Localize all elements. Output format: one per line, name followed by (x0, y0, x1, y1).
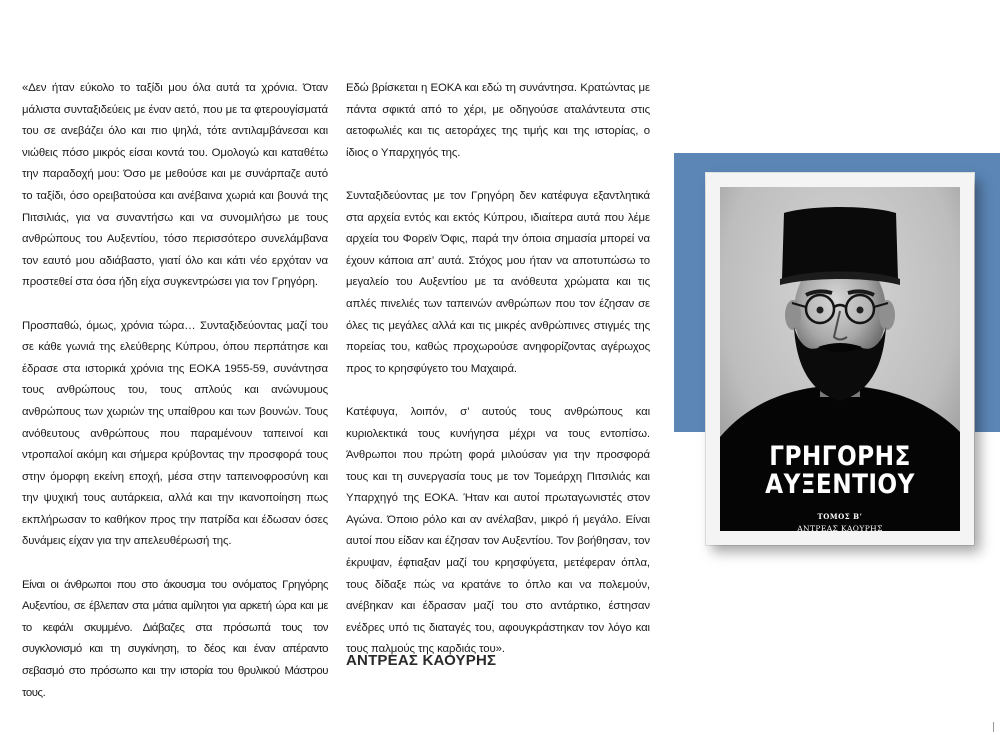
paragraph: Εδώ βρίσκεται η ΕΟΚΑ και εδώ τη συνάντησα. Κρατώντας με πάντα σφικτά από το χέρι, με οδηγούσε αταλάντευτα στις αετοφωλιές και τις αετοράχες της τιμής και της ιστορίας, ο ίδιος ο Υπαρχηγός της. (346, 82, 650, 159)
paragraph: «Δεν ήταν εύκολο το ταξίδι μου όλα αυτά τα χρόνια. Όταν μάλιστα συνταξιδεύεις με έναν αετό, που με τα φτερουγίσματά του σε ανεβάζει όλο και πιο ψηλά, τότε αντιλαμβάνεσαι και νιώθεις πόσο μικρός είσαι κοντά του. Ομολογώ και καταθέτω την παραδοχή μου: Όσο με μεθούσε και με συνάρπαζε αυτό το ταξίδι, όσο ορειβατούσα και ανέβαινα χωριά και βουνά της Πιτσιλιάς, για να συναντήσω και να συνομιλήσω με τους ανθρώπους του Αυξεντίου, τόσο περισσότερο συνελάμβανα τον εαυτό μου αδιάβαστο, γιατί όλο και κάτι νέο ερχόταν να προστεθεί στα όσα ήδη είχα συγκεντρώσει για τον Γρηγόρη. (22, 82, 328, 289)
book-author: ΑΝΤΡΕΑΣ ΚΑΟΥΡΗΣ (797, 524, 883, 531)
paragraph: Είναι οι άνθρωποι που στο άκουσμα του ονόματος Γρηγόρης Αυξεντίου, σε έβλεπαν στα μάτια αμίλητοι για αρκετή ώρα και με το κεφάλι σκυμμένο. Διάβαζες στα πρόσωπά τους τον συγκλονισμό και τη συγκίνηση, το δέος και έναν απέραντο σεβασμό στο πρόσωπο και την ιστορία του θρυλικού Μάστρου τους. (22, 578, 328, 699)
right-text-column (346, 78, 650, 683)
paragraph: Κατέφυγα, λοιπόν, σ’ αυτούς τους ανθρώπους και κυριολεκτικά τους κυνήγησα μέχρι να τους εντοπίσω. Άνθρωποι που πρώτη φορά μιλούσαν για την προσφορά τους και τη συνεργασία τους με τον Τομεάρχη Πιτσιλιάς και Υπαρχηγό της ΕΟΚΑ. Ήταν και αυτοί πρωταγωνιστές στον Αγώνα. Όποιο ρόλο και αν ανέλαβαν, μικρό ή μεγάλο. Είναι αυτοί που είδαν και έζησαν τον Αυξεντίου. Τον βοήθησαν, τον έκρυψαν, έφτιαξαν μαζί του κρησφύγετα, μετέφεραν όπλα, τους δίδαξε πώς να κρατάνε το όπλο και να πολεμούν, ανέβηκαν και έδρασαν μαζί του στο αντάρτικο, έστησαν ενέδρες υπό τις διαταγές του, αφουγκράστηκαν τον λόγο και τους παλμούς της καρδιάς του». (346, 405, 650, 656)
author-signature: ΑΝΤΡΕΑΣ ΚΑΟΥΡΗΣ (346, 652, 497, 669)
book-volume: ΤΟΜΟΣ Β’ (817, 512, 863, 521)
paragraph: Συνταξιδεύοντας με τον Γρηγόρη δεν κατέφυγα εξαντλητικά στα αρχεία εντός και εκτός Κύπρου, ιδιαίτερα αυτά που λέμε αρχεία του Φορεϊν Όφις, παρά την όποια σημασία μπορεί να έχουν κάποια απ’ αυτά. Στόχος μου ήταν να αποτυπώσω το μεγαλείο του Αυξεντίου με τα ανόθευτα χρώματα και τις απλές πινελιές των ταπεινών ανθρώπων που τον έζησαν σε όλες τις μεγάλες αλλά και τις μικρές ανθρώπινες στιγμές της πορείας του, καθώς προχωρούσε ανηφορίζοντας αγέρωχος προς το κρησφύγετο του Μαχαιρά. (346, 189, 650, 375)
book-title-line: ΑΥΞΕΝΤΙΟΥ (765, 469, 915, 500)
left-text-column (22, 78, 328, 726)
book-cover-image (706, 173, 974, 545)
book-cover (720, 187, 960, 531)
crop-mark (993, 722, 994, 732)
paragraph: Προσπαθώ, όμως, χρόνια τώρα… Συνταξιδεύοντας μαζί του σε κάθε γωνιά της ελεύθερης Κύπρου, όπου περπάτησε και έδρασε στα ιστορικά χρόνια της ΕΟΚΑ 1955-59, συνάντησα τους ανθρώπους του, τους απλούς και ανώνυμους ανθρώπους των χωριών της υπαίθρου και των βουνών. Τους ανόθευτους ανθρώπους που παραμένουν ταπεινοί και ντροπαλοί ακόμη και σήμερα κρύβοντας την προσφορά τους στην όμορφη εκείνη εποχή, μέσα στην ταπεινοφροσύνη και την ψυχική τους αυτάρκεια, αλλά και την ικανοποίηση πως εκπλήρωσαν το καθήκον προς την πατρίδα και έδωσαν όσες δυνάμεις είχαν για την απελευθέρωσή της. (22, 319, 328, 548)
book-title (737, 443, 943, 499)
book-title-line: ΓΡΗΓΟΡΗΣ (769, 441, 911, 472)
